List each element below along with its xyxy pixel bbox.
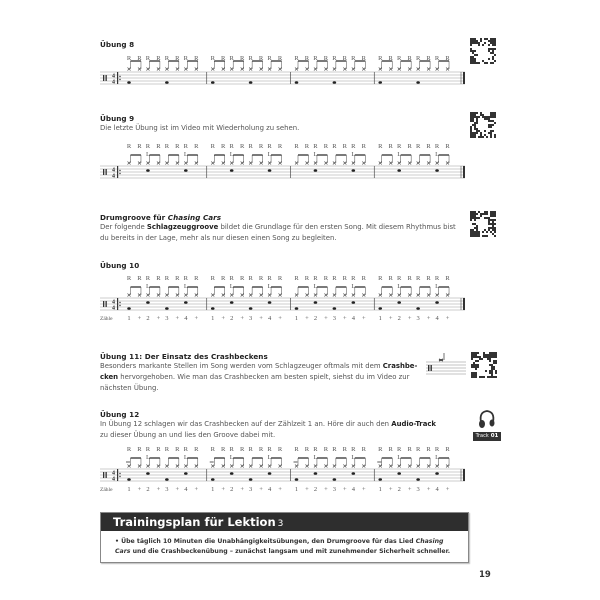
svg-text:R: R bbox=[332, 55, 337, 62]
text: bildet die Grundlage für den ersten Song. Mit diesem Rhythmus bist du bereits in der Lage, mehr als nur diesen einen Song zu begleiten. bbox=[100, 223, 456, 242]
svg-text:4: 4 bbox=[184, 486, 188, 493]
svg-text:R: R bbox=[267, 143, 272, 150]
drumgroove-text bbox=[100, 222, 460, 244]
svg-text:4: 4 bbox=[112, 167, 115, 174]
svg-text:4: 4 bbox=[112, 305, 115, 312]
track-badge[interactable] bbox=[473, 432, 501, 441]
svg-text:R: R bbox=[415, 55, 421, 62]
svg-text:R: R bbox=[351, 55, 356, 62]
svg-text:R: R bbox=[415, 275, 421, 282]
svg-text:R: R bbox=[323, 275, 329, 282]
svg-text:R: R bbox=[407, 143, 412, 150]
uebung-9-description: Die letzte Übung ist im Video mit Wiederholung zu sehen. bbox=[100, 124, 300, 132]
svg-text:R: R bbox=[332, 275, 337, 282]
svg-text:R: R bbox=[415, 446, 421, 453]
svg-text:L: L bbox=[351, 283, 356, 290]
svg-text:R: R bbox=[164, 143, 170, 150]
svg-text:R: R bbox=[397, 446, 402, 453]
svg-text:R: R bbox=[378, 55, 383, 62]
svg-text:2: 2 bbox=[313, 486, 318, 493]
svg-text:+: + bbox=[445, 315, 450, 322]
svg-text:L: L bbox=[183, 283, 188, 290]
svg-text:R: R bbox=[426, 446, 431, 453]
svg-text:R: R bbox=[434, 143, 440, 150]
svg-text:R: R bbox=[145, 275, 151, 282]
svg-text:L: L bbox=[435, 151, 440, 158]
svg-text:R: R bbox=[323, 55, 329, 62]
svg-text:L: L bbox=[267, 283, 272, 290]
svg-text:R: R bbox=[221, 446, 226, 453]
svg-text:R: R bbox=[175, 446, 180, 453]
svg-text:L: L bbox=[183, 454, 188, 461]
svg-text:4: 4 bbox=[435, 486, 439, 493]
svg-text:R: R bbox=[145, 446, 151, 453]
svg-text:+: + bbox=[343, 315, 347, 322]
svg-text:R: R bbox=[445, 55, 450, 62]
svg-text:+: + bbox=[221, 315, 226, 322]
svg-text:R: R bbox=[397, 55, 402, 62]
svg-text:4: 4 bbox=[267, 486, 272, 493]
svg-text:L: L bbox=[351, 151, 356, 158]
svg-text:R: R bbox=[388, 55, 393, 62]
text: • Übe täglich 10 Minuten die Unabhängigkeitsübungen, den Drumgroove für das Lied bbox=[115, 538, 416, 545]
svg-text:R: R bbox=[361, 275, 366, 282]
svg-text:R: R bbox=[210, 143, 215, 150]
svg-text:+: + bbox=[324, 486, 328, 493]
svg-text:R: R bbox=[137, 55, 142, 62]
svg-text:R: R bbox=[183, 55, 188, 62]
trainingsplan-number: 3 bbox=[277, 519, 284, 529]
svg-text:R: R bbox=[434, 55, 440, 62]
trainingsplan-header bbox=[101, 513, 468, 531]
svg-text:R: R bbox=[248, 143, 253, 150]
svg-text:3: 3 bbox=[249, 486, 253, 493]
svg-text:R: R bbox=[239, 143, 245, 150]
svg-text:L: L bbox=[397, 283, 402, 290]
svg-text:R: R bbox=[445, 446, 450, 453]
svg-text:R: R bbox=[194, 55, 199, 62]
svg-text:+: + bbox=[156, 315, 161, 322]
svg-text:R: R bbox=[313, 446, 318, 453]
svg-text:+: + bbox=[194, 315, 199, 322]
svg-text:R: R bbox=[445, 143, 450, 150]
svg-text:R: R bbox=[210, 55, 215, 62]
svg-text:R: R bbox=[313, 143, 318, 150]
headphones-icon bbox=[477, 408, 497, 430]
svg-text:R: R bbox=[210, 275, 215, 282]
svg-text:4: 4 bbox=[435, 315, 439, 322]
drumgroove-song: Chasing Cars bbox=[167, 213, 222, 222]
uebung-10-title: Übung 10 bbox=[100, 261, 140, 270]
svg-text:+: + bbox=[324, 315, 328, 322]
svg-text:R: R bbox=[267, 275, 272, 282]
svg-text:2: 2 bbox=[397, 486, 401, 493]
svg-text:L: L bbox=[313, 454, 318, 461]
svg-text:R: R bbox=[304, 275, 310, 282]
uebung-12-title: Übung 12 bbox=[100, 410, 140, 419]
svg-text:R: R bbox=[229, 275, 234, 282]
svg-text:R: R bbox=[378, 446, 383, 453]
svg-text:R: R bbox=[126, 446, 132, 453]
svg-text:R: R bbox=[332, 446, 337, 453]
svg-text:R: R bbox=[258, 55, 264, 62]
svg-text:R: R bbox=[145, 55, 151, 62]
svg-text:R: R bbox=[229, 446, 234, 453]
svg-text:R: R bbox=[137, 143, 142, 150]
svg-text:L: L bbox=[351, 454, 356, 461]
svg-text:L: L bbox=[229, 151, 234, 158]
svg-text:1: 1 bbox=[211, 315, 215, 322]
svg-text:R: R bbox=[397, 275, 402, 282]
svg-text:R: R bbox=[277, 55, 283, 62]
svg-text:R: R bbox=[361, 143, 366, 150]
svg-text:4: 4 bbox=[112, 173, 115, 180]
svg-text:R: R bbox=[267, 446, 272, 453]
uebung-9-title: Übung 9 bbox=[100, 114, 135, 123]
svg-text:R: R bbox=[294, 275, 299, 282]
svg-text:3: 3 bbox=[165, 315, 169, 322]
svg-text:R: R bbox=[294, 55, 299, 62]
svg-text:4: 4 bbox=[351, 486, 355, 493]
svg-text:+: + bbox=[194, 486, 199, 493]
svg-text:3: 3 bbox=[332, 486, 336, 493]
svg-text:R: R bbox=[277, 446, 283, 453]
svg-text:R: R bbox=[175, 143, 180, 150]
svg-text:4: 4 bbox=[267, 315, 272, 322]
svg-text:R: R bbox=[378, 275, 383, 282]
svg-text:R: R bbox=[313, 275, 318, 282]
svg-text:R: R bbox=[351, 446, 356, 453]
svg-text:L: L bbox=[435, 283, 440, 290]
svg-text:R: R bbox=[210, 446, 215, 453]
svg-text:2: 2 bbox=[146, 315, 150, 322]
svg-text:R: R bbox=[277, 275, 283, 282]
drumgroove-title-prefix: Drumgroove für bbox=[100, 213, 168, 222]
svg-text:+: + bbox=[407, 315, 412, 322]
qr-code-icon[interactable] bbox=[471, 352, 497, 378]
svg-text:L: L bbox=[397, 151, 402, 158]
svg-text:R: R bbox=[229, 55, 234, 62]
svg-text:L: L bbox=[313, 151, 318, 158]
svg-text:R: R bbox=[248, 55, 253, 62]
svg-text:4: 4 bbox=[184, 315, 188, 322]
svg-text:R: R bbox=[156, 55, 161, 62]
svg-text:L: L bbox=[267, 151, 272, 158]
svg-text:R: R bbox=[126, 275, 132, 282]
svg-text:L: L bbox=[313, 283, 318, 290]
svg-text:R: R bbox=[407, 275, 412, 282]
svg-text:L: L bbox=[145, 151, 150, 158]
text: Der folgende bbox=[100, 223, 147, 231]
text-bold: Audio-Track bbox=[391, 420, 437, 428]
trainingsplan-bullet bbox=[101, 531, 468, 556]
svg-text:R: R bbox=[258, 143, 264, 150]
svg-text:+: + bbox=[240, 315, 244, 322]
svg-text:R: R bbox=[126, 143, 132, 150]
track-number: 01 bbox=[490, 433, 499, 439]
svg-text:R: R bbox=[277, 143, 283, 150]
svg-text:R: R bbox=[221, 143, 226, 150]
svg-text:1: 1 bbox=[294, 486, 299, 493]
svg-text:R: R bbox=[175, 55, 180, 62]
svg-text:R: R bbox=[258, 446, 264, 453]
uebung-11-title: Übung 11: Der Einsatz des Crashbeckens bbox=[100, 352, 268, 361]
svg-text:4: 4 bbox=[112, 73, 115, 80]
svg-text:R: R bbox=[323, 143, 329, 150]
svg-text:R: R bbox=[183, 275, 188, 282]
svg-text:3: 3 bbox=[165, 486, 169, 493]
svg-text:L: L bbox=[145, 454, 150, 461]
svg-text:R: R bbox=[342, 55, 348, 62]
svg-text:+: + bbox=[240, 486, 244, 493]
svg-text:R: R bbox=[126, 55, 132, 62]
svg-text:R: R bbox=[426, 275, 431, 282]
svg-text:R: R bbox=[156, 275, 161, 282]
text: In Übung 12 schlagen wir das Crashbecken auf der Zählzeit 1 an. Höre dir auch den bbox=[100, 420, 392, 428]
svg-text:1: 1 bbox=[294, 315, 299, 322]
svg-text:+: + bbox=[407, 486, 412, 493]
svg-text:4: 4 bbox=[351, 315, 355, 322]
svg-text:R: R bbox=[239, 446, 245, 453]
svg-text:R: R bbox=[258, 275, 264, 282]
trainingsplan-box bbox=[100, 512, 469, 563]
svg-text:2: 2 bbox=[397, 315, 401, 322]
track-label: Track bbox=[475, 433, 489, 439]
svg-text:1: 1 bbox=[378, 315, 382, 322]
svg-text:4: 4 bbox=[112, 476, 115, 483]
svg-text:+: + bbox=[137, 315, 142, 322]
qr-code-icon[interactable] bbox=[470, 112, 496, 138]
svg-text:1: 1 bbox=[127, 486, 131, 493]
svg-text:4: 4 bbox=[112, 470, 115, 477]
svg-text:R: R bbox=[426, 143, 431, 150]
svg-text:R: R bbox=[397, 143, 402, 150]
svg-text:R: R bbox=[183, 446, 188, 453]
trainingsplan-title: Trainingsplan für Lektion bbox=[113, 515, 276, 529]
svg-text:+: + bbox=[361, 315, 366, 322]
svg-text:R: R bbox=[388, 143, 393, 150]
uebung-12-staff bbox=[100, 443, 465, 505]
svg-text:R: R bbox=[248, 275, 253, 282]
svg-text:2: 2 bbox=[313, 315, 318, 322]
svg-text:+: + bbox=[137, 486, 142, 493]
page-number: 19 bbox=[479, 570, 491, 580]
svg-text:L: L bbox=[145, 283, 150, 290]
svg-text:+: + bbox=[156, 486, 161, 493]
svg-text:+: + bbox=[259, 486, 263, 493]
svg-text:Zähle: Zähle bbox=[100, 487, 113, 493]
svg-text:R: R bbox=[239, 55, 245, 62]
svg-text:+: + bbox=[445, 486, 450, 493]
svg-text:3: 3 bbox=[416, 315, 420, 322]
svg-text:L: L bbox=[229, 283, 234, 290]
svg-text:R: R bbox=[164, 275, 170, 282]
svg-text:R: R bbox=[294, 143, 299, 150]
svg-text:2: 2 bbox=[230, 486, 234, 493]
svg-text:R: R bbox=[313, 55, 318, 62]
svg-text:1: 1 bbox=[378, 486, 382, 493]
svg-text:R: R bbox=[342, 143, 348, 150]
svg-text:3: 3 bbox=[249, 315, 253, 322]
svg-text:1: 1 bbox=[127, 315, 131, 322]
svg-text:R: R bbox=[194, 143, 199, 150]
svg-text:R: R bbox=[304, 143, 310, 150]
svg-text:R: R bbox=[351, 275, 356, 282]
svg-text:R: R bbox=[137, 446, 142, 453]
svg-text:+: + bbox=[388, 486, 393, 493]
uebung-8-title: Übung 8 bbox=[100, 40, 135, 49]
uebung-9-staff bbox=[100, 140, 465, 185]
svg-text:+: + bbox=[278, 486, 282, 493]
uebung-10-staff bbox=[100, 272, 465, 334]
svg-text:R: R bbox=[137, 275, 142, 282]
text: zu dieser Übung an und lies den Groove dabei mit. bbox=[100, 431, 276, 439]
text-bold: Crashbe-cken bbox=[100, 362, 418, 381]
text: und die Crashbeckenübung – zunächst langsam und mit zunehmender Sicherheit schneller. bbox=[130, 547, 451, 555]
svg-text:R: R bbox=[342, 446, 348, 453]
svg-text:2: 2 bbox=[146, 486, 150, 493]
svg-text:R: R bbox=[194, 446, 199, 453]
svg-text:3: 3 bbox=[332, 315, 336, 322]
svg-text:+: + bbox=[305, 486, 309, 493]
text-bold: Schlagzeuggroove bbox=[146, 223, 219, 231]
svg-text:R: R bbox=[221, 55, 226, 62]
svg-text:R: R bbox=[156, 143, 161, 150]
svg-text:R: R bbox=[267, 55, 272, 62]
svg-text:2: 2 bbox=[230, 315, 234, 322]
svg-text:R: R bbox=[164, 446, 170, 453]
svg-text:Zähle: Zähle bbox=[100, 316, 113, 322]
svg-text:R: R bbox=[221, 275, 226, 282]
svg-text:+: + bbox=[175, 315, 180, 322]
svg-text:R: R bbox=[351, 143, 356, 150]
svg-text:+: + bbox=[305, 315, 309, 322]
svg-text:L: L bbox=[267, 454, 272, 461]
svg-text:R: R bbox=[304, 446, 310, 453]
svg-text:L: L bbox=[183, 151, 188, 158]
qr-code-icon[interactable] bbox=[470, 38, 496, 64]
svg-text:R: R bbox=[183, 143, 188, 150]
svg-text:R: R bbox=[194, 275, 199, 282]
svg-text:+: + bbox=[361, 486, 366, 493]
svg-text:R: R bbox=[426, 55, 431, 62]
svg-text:R: R bbox=[229, 143, 234, 150]
svg-text:R: R bbox=[342, 275, 348, 282]
crash-notation-icon bbox=[426, 352, 466, 378]
svg-text:R: R bbox=[415, 143, 421, 150]
svg-text:R: R bbox=[294, 446, 299, 453]
svg-text:R: R bbox=[378, 143, 383, 150]
svg-text:4: 4 bbox=[112, 79, 115, 86]
svg-text:R: R bbox=[239, 275, 245, 282]
svg-text:+: + bbox=[221, 486, 226, 493]
text: Besonders markante Stellen im Song werden vom Schlagzeuger oftmals mit dem bbox=[100, 362, 383, 370]
svg-text:L: L bbox=[435, 454, 440, 461]
svg-text:+: + bbox=[343, 486, 347, 493]
svg-text:R: R bbox=[248, 446, 253, 453]
svg-text:+: + bbox=[388, 315, 393, 322]
svg-text:R: R bbox=[407, 55, 412, 62]
svg-text:R: R bbox=[323, 446, 329, 453]
svg-text:R: R bbox=[164, 55, 170, 62]
uebung-8-staff bbox=[100, 52, 465, 90]
qr-code-icon[interactable] bbox=[470, 211, 496, 237]
svg-text:R: R bbox=[145, 143, 151, 150]
svg-text:+: + bbox=[426, 486, 431, 493]
svg-text:+: + bbox=[278, 315, 282, 322]
svg-text:L: L bbox=[397, 454, 402, 461]
svg-text:R: R bbox=[407, 446, 412, 453]
svg-text:1: 1 bbox=[211, 486, 215, 493]
song-title: Chasing Cars bbox=[115, 538, 444, 555]
svg-text:4: 4 bbox=[112, 299, 115, 306]
text: hervorgehoben. Wie man das Crashbecken am besten spielt, siehst du im Video zur nächsten Übung. bbox=[100, 373, 410, 392]
uebung-12-text bbox=[100, 419, 445, 441]
uebung-11-text bbox=[100, 361, 418, 394]
svg-text:R: R bbox=[434, 275, 440, 282]
svg-text:R: R bbox=[175, 275, 180, 282]
svg-text:+: + bbox=[175, 486, 180, 493]
svg-text:R: R bbox=[361, 55, 366, 62]
svg-text:R: R bbox=[434, 446, 440, 453]
svg-text:R: R bbox=[388, 275, 393, 282]
svg-text:R: R bbox=[445, 275, 450, 282]
svg-text:+: + bbox=[259, 315, 263, 322]
svg-text:+: + bbox=[426, 315, 431, 322]
svg-text:R: R bbox=[332, 143, 337, 150]
svg-text:3: 3 bbox=[416, 486, 420, 493]
svg-text:L: L bbox=[229, 454, 234, 461]
drumgroove-title bbox=[100, 213, 221, 222]
svg-text:R: R bbox=[388, 446, 393, 453]
svg-text:R: R bbox=[156, 446, 161, 453]
svg-text:R: R bbox=[361, 446, 366, 453]
svg-text:R: R bbox=[304, 55, 310, 62]
